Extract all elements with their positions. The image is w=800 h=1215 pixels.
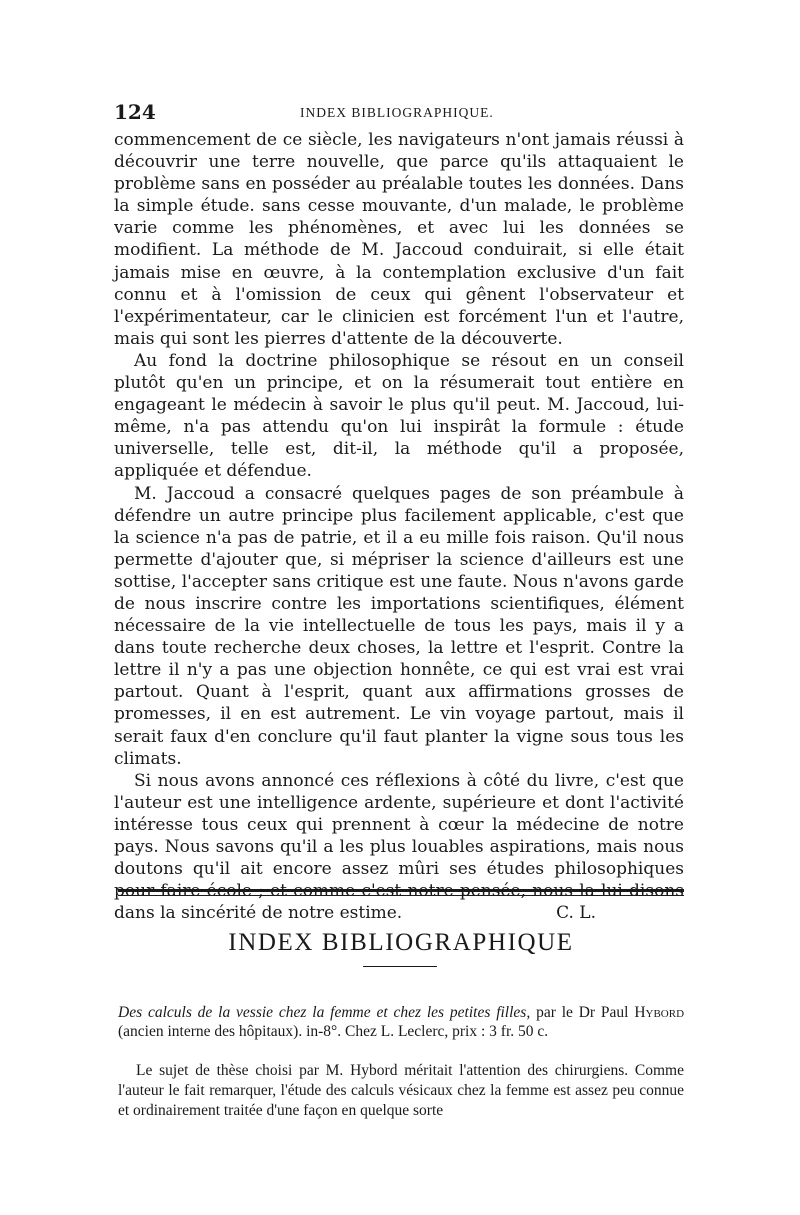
section-title: INDEX BIBLIOGRAPHIQUE xyxy=(228,929,574,956)
double-rule-divider xyxy=(118,889,684,896)
entry-title: Des calculs de la vessie chez la femme et chez les petites filles, xyxy=(118,1004,531,1021)
paragraph: commencement de ce siècle, les navigateurs n'ont jamais réussi à découvrir une terre nouvelle, que parce qu'ils attaquaient le problème sans en posséder au préalable toutes les données. Dans la simple étude. sans cesse mouvante, d'un malade, le problème varie comme les phénomènes, et avec lui les données se modifient. La méthode de M. Jaccoud conduirait, si elle était jamais mise en œuvre, à la contemplation exclusive d'un fait connu et à l'omission de ceux qui gênent l'observateur et l'expérimentateur, car le clinicien est forcément l'un et l'autre, mais qui sont les pierres d'attente de la découverte. xyxy=(114,130,684,349)
review-text: Le sujet de thèse choisi par M. Hybord méritait l'attention des chirurgiens. Comme l'auteur le fait remarquer, l'étude des calculs vésicaux chez la femme est assez peu connue et ordinairement traitée d'une façon en quelque sorte xyxy=(118,1062,684,1119)
paragraph-final xyxy=(114,770,684,925)
bibliography-entry xyxy=(118,1003,684,1041)
entry-details: (ancien interne des hôpitaux). in-8°. Chez L. Leclerc, prix : 3 fr. 50 c. xyxy=(118,1023,549,1040)
paragraph: Au fond la doctrine philosophique se résout en un conseil plutôt qu'en un principe, et on la résumerait tout entière en engageant le médecin à savoir le plus qu'il peut. M. Jaccoud, lui-même, n'a pas attendu qu'on lui inspirât la formule : étude universelle, telle est, dit-il, la méthode qu'il a proposée, appliquée et défendue. xyxy=(114,350,684,482)
paragraph-final-text: Si nous avons annoncé ces réflexions à côté du livre, c'est que l'auteur est une intelligence ardente, supérieure et dont l'activité intéresse tous ceux qui prennent à cœur la médecine de notre pays. Nous savons qu'il a les plus louables aspirations, mais nous doutons qu'il ait encore assez mûri ses études philosophiques pour faire école ; et comme c'est notre pensée, nous la lui disons dans la sincérité de notre estime. xyxy=(114,770,684,924)
paragraph: M. Jaccoud a consacré quelques pages de son préambule à défendre un autre principe plus facilement applicable, c'est que la science n'a pas de patrie, et il a eu mille fois raison. Qu'il nous permette d'ajouter que, si mépriser la science d'ailleurs est une sottise, l'accepter sans critique est une faute. Nous n'avons garde de nous inscrire contre les importations scientifiques, élément nécessaire de la vie intellectuelle de tous les pays, mais il y a dans toute recherche deux choses, la lettre et l'esprit. Contre la lettre il n'y a pas une objection honnête, ce qui est vrai est vrai partout. Quant à l'esprit, quant aux affirmations grosses de promesses, il en est autrement. Le vin voyage partout, mais il serait faux d'en conclure qu'il faut planter la vigne sous tous les climats. xyxy=(114,483,684,769)
entry-by: par le Dr Paul xyxy=(536,1004,629,1021)
running-head xyxy=(114,100,684,126)
body-text xyxy=(114,129,684,924)
entry-author: Hybord xyxy=(634,1004,685,1021)
running-title: INDEX BIBLIOGRAPHIQUE. xyxy=(300,105,494,120)
page-number: 124 xyxy=(114,100,156,124)
short-rule-divider xyxy=(363,966,437,967)
signature: C. L. xyxy=(556,903,596,924)
